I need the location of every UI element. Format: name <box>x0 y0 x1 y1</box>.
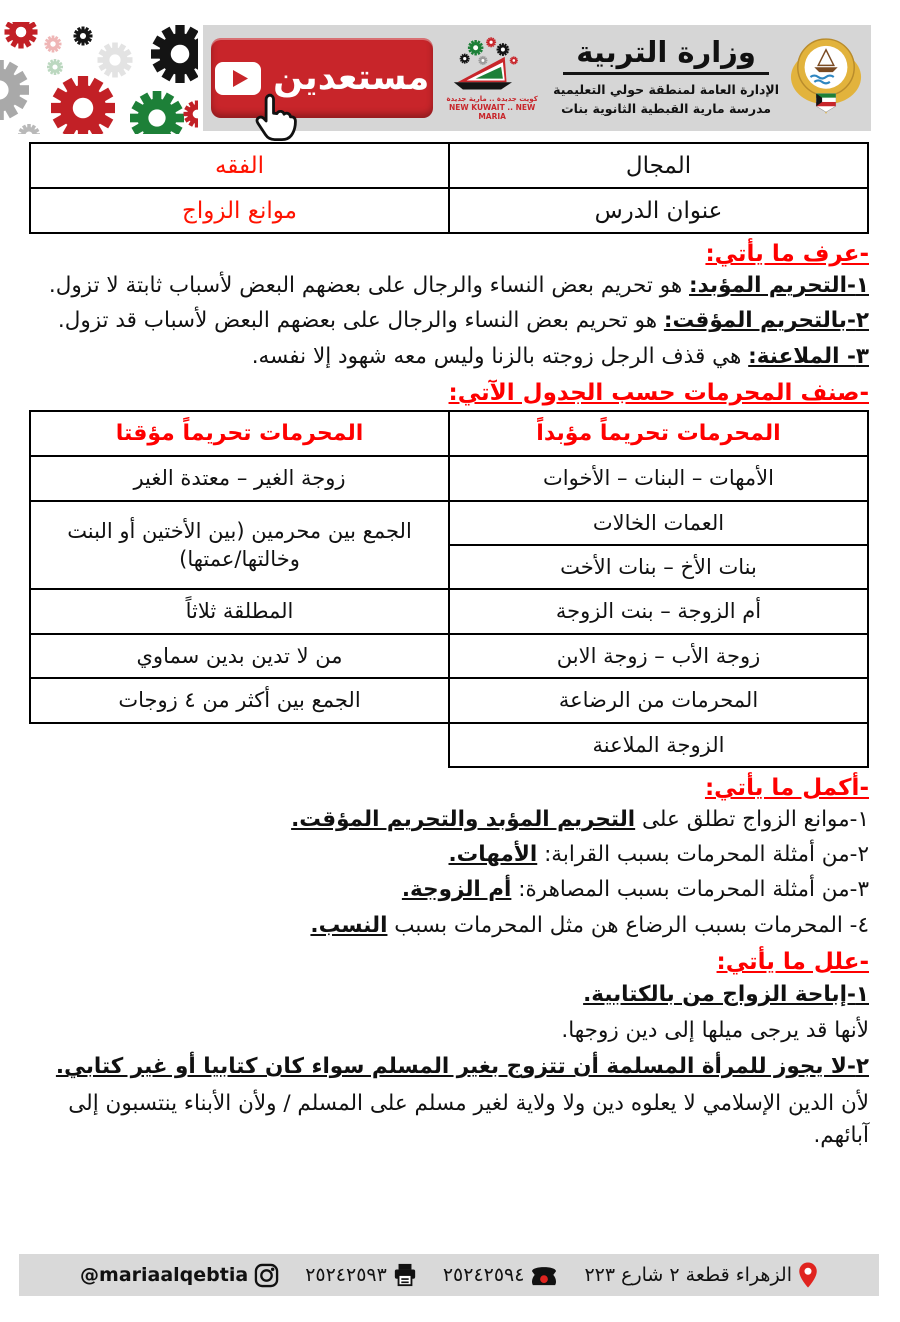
fill-item <box>30 804 870 836</box>
table-cell: الجمع بين أكثر من ٤ زوجات <box>31 678 450 722</box>
location-pin-icon <box>799 1261 819 1289</box>
instagram-icon <box>255 1263 280 1288</box>
table-cell: زوجة الغير – معتدة الغير <box>31 456 450 500</box>
banner-label: مستعدين <box>274 58 431 98</box>
reason-section <box>30 979 870 1152</box>
school-motto-arabic: كويت جديدة .. مارية جديدة <box>447 94 539 103</box>
table-row <box>31 589 869 633</box>
fill-item <box>30 910 870 942</box>
field-label: المجال <box>450 143 869 188</box>
lesson-info-table <box>30 142 870 234</box>
school-logo <box>442 35 544 121</box>
table-cell: الأمهات – البنات – الأخوات <box>450 456 869 500</box>
define-heading: -عرف ما يأتي: <box>706 241 870 267</box>
address-group <box>585 1261 819 1289</box>
school-motto-english: NEW KUWAIT .. NEW MARIA <box>450 103 537 122</box>
kuwait-emblem-logo <box>790 31 864 126</box>
school-gears-boat-icon <box>446 35 540 95</box>
title-divider <box>564 72 770 75</box>
fax-printer-icon <box>394 1263 418 1287</box>
fill-prefix: ٢-من أمثلة المحرمات بسبب القرابة: <box>538 842 870 868</box>
ministry-subtitle-2: مدرسة مارية القبطية الثانوية بنات <box>562 100 773 116</box>
col-header-permanent: المحرمات تحريماً مؤبداً <box>450 411 869 457</box>
definition-term: ١-التحريم المؤبد: <box>690 273 870 298</box>
header-strip <box>204 25 872 131</box>
definition-item <box>30 270 870 302</box>
empty-cell <box>31 723 450 767</box>
lesson-title-label: عنوان الدرس <box>450 188 869 233</box>
table-row <box>31 143 869 188</box>
table-cell: الزوجة الملاعنة <box>450 723 869 767</box>
definition-text: هو تحريم بعض النساء والرجال على بعضهم البعض لأسباب قد تزول. <box>58 308 665 334</box>
table-row <box>31 456 869 500</box>
table-row <box>31 678 869 722</box>
table-cell: الجمع بين محرمين (بين الأختين أو البنت وخالتها/عمتها) <box>31 501 450 590</box>
ministry-block <box>552 37 782 118</box>
hand-cursor-icon <box>248 91 304 147</box>
content <box>30 142 870 1152</box>
definition-item <box>30 341 870 373</box>
fill-answer: النسب. <box>311 912 389 938</box>
table-cell: أم الزوجة – بنت الزوجة <box>450 589 869 633</box>
definition-term: ٣- الملاعنة: <box>749 343 870 369</box>
header <box>28 22 872 134</box>
field-value: الفقه <box>31 143 450 188</box>
worksheet-page <box>0 22 900 1322</box>
phone-group <box>444 1263 560 1287</box>
youtube-play-icon <box>216 62 262 95</box>
table-row <box>31 188 869 233</box>
table-header-row <box>31 411 869 457</box>
kuwait-emblem-icon <box>790 31 864 126</box>
fill-item <box>30 874 870 906</box>
reason-statement: ١-إباحة الزواج من بالكتابية. <box>584 981 870 1007</box>
reason-statement: ٢-لا يجوز للمرأة المسلمة أن تتزوج بغير المسلم سواء كان كتابيا أو غير كتابي. <box>56 1054 870 1080</box>
gears-collage-icon <box>0 22 199 134</box>
fill-item <box>30 839 870 871</box>
definition-text: هي قذف الرجل زوجته بالزنا وليس معه شهود إلا نفسه. <box>252 343 750 369</box>
table-row <box>31 501 869 545</box>
telephone-icon <box>531 1263 559 1287</box>
table-cell: المحرمات من الرضاعة <box>450 678 869 722</box>
fill-prefix: ٣-من أمثلة المحرمات بسبب المصاهرة: <box>512 877 870 903</box>
instagram-handle[interactable]: @mariaalqebtia <box>81 1264 250 1286</box>
lesson-title-value: موانع الزواج <box>31 188 450 233</box>
col-header-temporary: المحرمات تحريماً مؤقتا <box>31 411 450 457</box>
banner-area <box>212 25 434 131</box>
classify-heading: -صنف المحرمات حسب الجدول الآتي: <box>449 379 870 406</box>
fax-number: ٢٥٢٤٢٥٩٣ <box>306 1264 388 1286</box>
table-cell: زوجة الأب – زوجة الابن <box>450 634 869 678</box>
table-cell: المطلقة ثلاثاً <box>31 589 450 633</box>
fill-answer: أم الزوجة. <box>402 877 513 903</box>
fill-answer: الأمهات. <box>449 842 539 868</box>
address-text: الزهراء قطعة ٢ شارع ٢٢٣ <box>585 1264 793 1286</box>
table-cell: بنات الأخ – بنات الأخت <box>450 545 869 589</box>
complete-section <box>30 804 870 942</box>
gears-artwork <box>0 22 199 134</box>
footer-bar <box>20 1254 880 1296</box>
definition-text: هو تحريم بعض النساء والرجال على بعضهم البعض لأسباب ثابتة لا تزول. <box>49 273 691 298</box>
fill-prefix: ٤- المحرمات بسبب الرضاع هن مثل المحرمات بسبب <box>388 912 870 938</box>
youtube-banner-button[interactable] <box>212 38 434 118</box>
ministry-subtitle-1: الإدارة العامة لمنطقة حولي التعليمية <box>554 82 780 98</box>
fill-answer: التحريم المؤبد والتحريم المؤقت. <box>292 806 637 832</box>
reason-heading: -علل ما يأتي: <box>717 948 870 975</box>
definition-term: ٢-بالتحريم المؤقت: <box>664 308 870 334</box>
complete-heading: -أكمل ما يأتي: <box>705 774 870 801</box>
fill-prefix: ١-موانع الزواج تطلق على <box>636 806 870 832</box>
table-row <box>31 723 869 767</box>
reason-text: لأنها قد يرجى ميلها إلى دين زوجها. <box>562 1018 870 1044</box>
phone-number: ٢٥٢٤٢٥٩٤ <box>443 1264 526 1286</box>
table-row <box>31 634 869 678</box>
definition-item <box>30 305 870 337</box>
classification-table <box>30 410 870 768</box>
fax-group <box>306 1263 418 1287</box>
ministry-title: وزارة التربية <box>577 35 757 70</box>
table-cell: العمات الخالات <box>450 501 869 545</box>
instagram-group[interactable] <box>81 1263 280 1288</box>
reason-text: لأن الدين الإسلامي لا يعلوه دين ولا ولاية لغير مسلم على المسلم / ولأن الأبناء ينتسبون إلى آبائهم. <box>69 1090 870 1148</box>
table-cell: من لا تدين بدين سماوي <box>31 634 450 678</box>
